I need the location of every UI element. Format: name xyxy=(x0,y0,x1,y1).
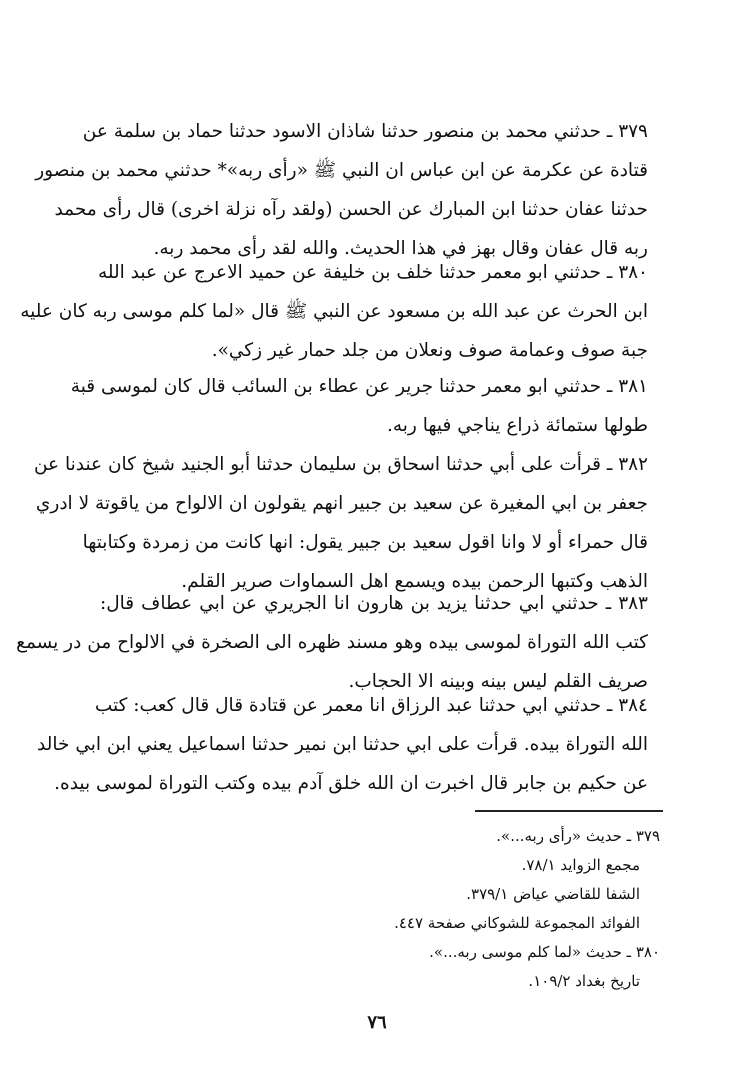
text-line: صريف القلم ليس بينه وبينه الا الحجاب. xyxy=(348,671,648,692)
text-line: كتب الله التوراة لموسى بيده وهو مسند ظهره الى الصخرة في الالواح من در يسمع xyxy=(16,632,648,653)
text-line: ٣٨٢ ـ قرأت على أبي حدثنا اسحاق بن سليمان حدثنا أبو الجنيد شيخ كان عندنا عن xyxy=(33,454,648,475)
footnote: تاريخ بغداد ١٠٩/٢. xyxy=(528,972,640,990)
text-line: جعفر بن ابي المغيرة عن سعيد بن جبير انهم يقولون ان الالواح من ياقوتة لا ادري xyxy=(35,493,648,514)
hadith-382 xyxy=(33,445,648,601)
text-line: ٣٨٣ ـ حدثني ابي حدثنا يزيد بن هارون انا الجريري عن ابي عطاف قال: xyxy=(100,593,648,614)
text-line: الله التوراة بيده. قرأت على ابي حدثنا ابن نمير حدثنا اسماعيل يعني ابن ابي خالد xyxy=(37,734,648,755)
text-line: ٣٨٤ ـ حدثني ابي حدثنا عبد الرزاق انا معمر عن قتادة قال قال كعب: كتب xyxy=(94,695,648,716)
hadith-380 xyxy=(20,253,648,370)
footnotes xyxy=(280,822,660,996)
footnote: مجمع الزوايد ٧٨/١. xyxy=(521,856,640,874)
text-line: ابن الحرث عن عبد الله بن مسعود عن النبي ﷺ قال «لما كلم موسى ربه كان عليه xyxy=(20,301,648,322)
footnote: ٣٧٩ ـ حديث «رأى ربه...». xyxy=(496,827,660,845)
text-line: الذهب وكتبها الرحمن بيده ويسمع اهل السماوات صرير القلم. xyxy=(181,571,648,592)
text-line: ٣٨٠ ـ حدثني ابو معمر حدثنا خلف بن خليفة عن حميد الاعرج عن عبد الله xyxy=(97,262,648,283)
text-line: ٣٧٩ ـ حدثني محمد بن منصور حدثنا شاذان الاسود حدثنا حماد بن سلمة عن xyxy=(82,121,648,142)
text-line: ٣٨١ ـ حدثني ابو معمر حدثنا جرير عن عطاء بن السائب قال كان لموسى قبة xyxy=(70,376,648,397)
page-number: ٧٦ xyxy=(367,1012,387,1033)
footnote: ٣٨٠ ـ حديث «لما كلم موسى ربه...». xyxy=(429,943,660,961)
hadith-379 xyxy=(35,112,648,268)
hadith-383 xyxy=(16,584,648,701)
text-line: جبة صوف وعمامة صوف ونعلان من جلد حمار غير زكي». xyxy=(211,340,648,361)
text-line: طولها ستمائة ذراع يناجي فيها ربه. xyxy=(386,415,648,436)
footnote: الفوائد المجموعة للشوكاني صفحة ٤٤٧. xyxy=(394,914,640,932)
text-line: عن حكيم بن جابر قال اخبرت ان الله خلق آدم بيده وكتب التوراة لموسى بيده. xyxy=(54,773,648,794)
text-line: قتادة عن عكرمة عن ابن عباس ان النبي ﷺ «رأى ربه»* حدثني محمد بن منصور xyxy=(35,160,648,181)
hadith-384 xyxy=(37,686,648,803)
footnote: الشفا للقاضي عياض ٣٧٩/١. xyxy=(466,885,640,903)
hadith-381 xyxy=(70,367,648,445)
footnote-divider xyxy=(475,810,663,812)
text-line: حدثنا عفان حدثنا ابن المبارك عن الحسن (ولقد رآه نزلة اخرى) قال رأى محمد xyxy=(54,199,648,220)
text-line: قال حمراء أو لا وانا اقول سعيد بن جبير يقول: انها كانت من زمردة وكتابتها xyxy=(82,532,648,553)
text-line: ربه قال عفان وقال بهز في هذا الحديث. والله لقد رأى محمد ربه. xyxy=(153,238,648,259)
